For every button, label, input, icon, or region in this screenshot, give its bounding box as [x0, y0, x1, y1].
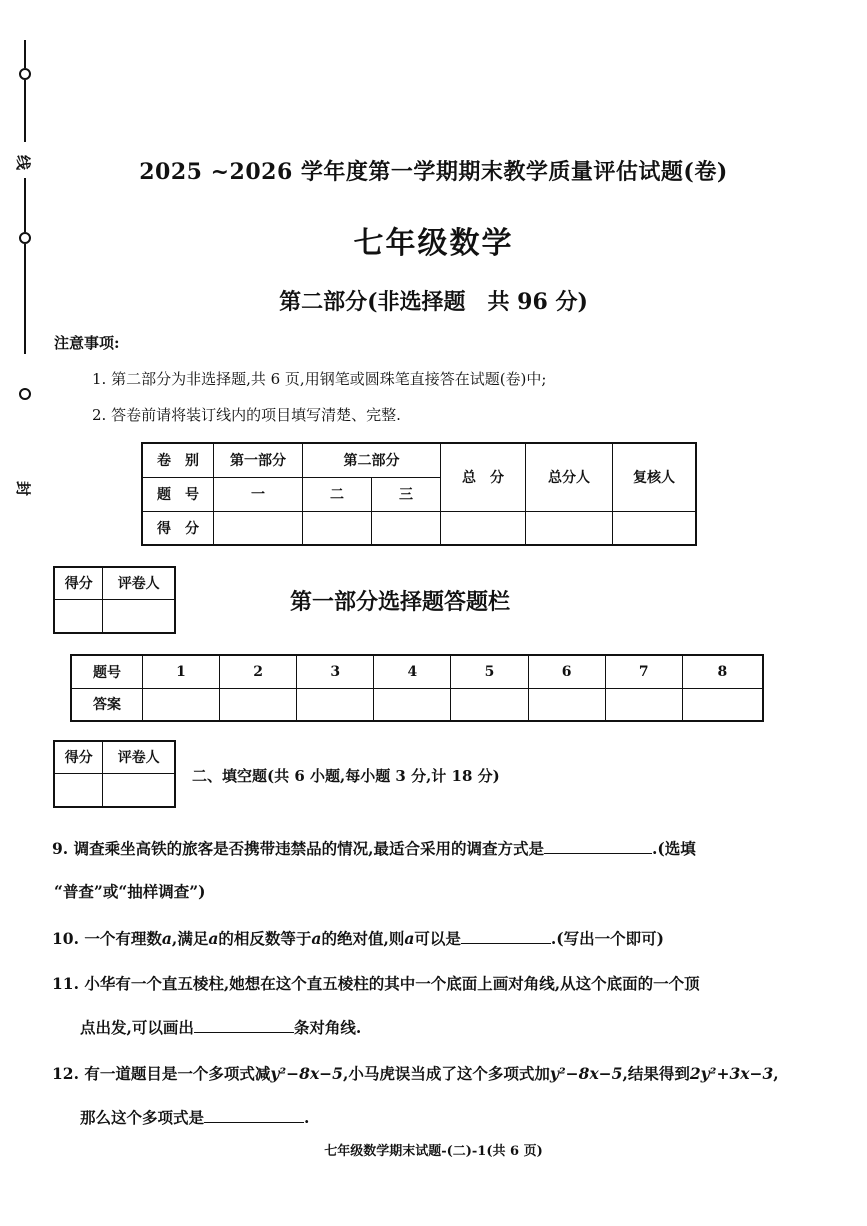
grader-box	[53, 566, 176, 634]
cell-q2: 二	[303, 477, 372, 511]
q12-text: 那么这个多项式是	[80, 1108, 205, 1127]
notes-heading: 注意事项:	[54, 334, 120, 352]
question-11-cont	[80, 1016, 361, 1038]
choice-answer-table	[70, 654, 764, 722]
grader-score-input[interactable]	[54, 599, 103, 633]
grader-name-input[interactable]	[103, 773, 175, 807]
question-11: 11. 小华有一个直五棱柱,她想在这个直五棱柱的其中一个底面上画对角线,从这个底面的一个顶	[52, 974, 700, 993]
q12-text: ,	[773, 1064, 779, 1083]
part-title: 第二部分(非选择题 共 96 分)	[279, 289, 588, 315]
note-item: 1. 第二部分为非选择题,共 6 页,用钢笔或圆珠笔直接答在试题(卷)中;	[92, 370, 547, 388]
q10-tail: .(写出一个即可)	[550, 929, 664, 948]
q12-text: ,小马虎误当成了这个多项式加	[342, 1064, 550, 1083]
choice-num: 8	[682, 655, 763, 688]
var-a: a	[404, 929, 415, 948]
q9-answer-blank[interactable]	[544, 839, 652, 854]
question-12	[52, 1062, 779, 1084]
margin-line	[24, 80, 26, 142]
fill-section-title: 二、填空题(共 6 小题,每小题 3 分,计 18 分)	[192, 767, 500, 785]
grader-score-input[interactable]	[54, 773, 103, 807]
choice-answer-cell[interactable]	[451, 688, 528, 721]
question-9	[52, 837, 696, 859]
expr: y²−8x−5	[549, 1064, 623, 1083]
choice-answer-cell[interactable]	[528, 688, 605, 721]
choice-answer-cell[interactable]	[605, 688, 682, 721]
score-input[interactable]	[214, 511, 303, 545]
q10-text: 的绝对值,则	[321, 929, 405, 948]
choice-num: 4	[374, 655, 451, 688]
q10-text: 的相反数等于	[218, 929, 312, 948]
question-10	[52, 927, 664, 949]
choice-num: 7	[605, 655, 682, 688]
choice-answer-cell[interactable]	[143, 688, 220, 721]
q12-answer-blank[interactable]	[204, 1108, 304, 1123]
choice-section-title: 第一部分选择题答题栏	[290, 589, 511, 615]
question-12-cont	[80, 1106, 309, 1128]
score-input[interactable]	[372, 511, 441, 545]
score-input[interactable]	[526, 511, 613, 545]
cell-total: 总 分	[441, 443, 526, 511]
main-title: 七年级数学	[353, 226, 514, 261]
margin-char-seal: 封	[14, 480, 33, 497]
var-a: a	[208, 929, 219, 948]
cell-reviewer: 复核人	[613, 443, 697, 511]
q11-tail: 条对角线.	[293, 1018, 362, 1037]
score-summary-table	[141, 442, 697, 546]
choice-num: 3	[297, 655, 374, 688]
q12-text: ,结果得到	[622, 1064, 690, 1083]
choice-num: 1	[143, 655, 220, 688]
question-9-cont: “普查”或“抽样调查”)	[54, 882, 206, 901]
grader-score-label: 得分	[54, 567, 103, 599]
q9-tail: .(选填	[651, 839, 696, 858]
choice-answer-cell[interactable]	[297, 688, 374, 721]
choice-answer-cell[interactable]	[682, 688, 763, 721]
expr: 2y²+3x−3	[689, 1064, 774, 1083]
note-item: 2. 答卷前请将装订线内的项目填写清楚、完整.	[92, 406, 401, 424]
choice-num: 6	[528, 655, 605, 688]
score-input[interactable]	[441, 511, 526, 545]
q10-text: 10. 一个有理数	[52, 929, 162, 948]
grader-score-label: 得分	[54, 741, 103, 773]
q12-text: 12. 有一道题目是一个多项式减	[52, 1064, 271, 1083]
margin-char-line: 线	[14, 154, 33, 171]
grader-name-label: 评卷人	[103, 741, 175, 773]
var-a: a	[161, 929, 172, 948]
cell-part1: 第一部分	[214, 443, 303, 477]
score-input[interactable]	[613, 511, 697, 545]
cell-label: 得 分	[142, 511, 214, 545]
cell-total-person: 总分人	[526, 443, 613, 511]
q11-text: 点出发,可以画出	[80, 1018, 194, 1037]
q10-answer-blank[interactable]	[461, 929, 551, 944]
grader-name-label: 评卷人	[103, 567, 175, 599]
cell-q3: 三	[372, 477, 441, 511]
choice-answer-cell[interactable]	[220, 688, 297, 721]
var-a: a	[311, 929, 322, 948]
header-title: 2025 ~2026 学年度第一学期期末教学质量评估试题(卷)	[139, 159, 728, 185]
grader-box	[53, 740, 176, 808]
margin-hole	[19, 68, 31, 80]
cell-label: 卷 别	[142, 443, 214, 477]
margin-line	[24, 40, 26, 68]
grader-name-input[interactable]	[103, 599, 175, 633]
q12-tail: .	[304, 1108, 310, 1127]
cell-label: 题 号	[142, 477, 214, 511]
margin-hole	[19, 388, 31, 400]
choice-num: 5	[451, 655, 528, 688]
q11-answer-blank[interactable]	[194, 1018, 294, 1033]
q10-text: 可以是	[414, 929, 461, 948]
cell-q1: 一	[214, 477, 303, 511]
choice-num-label: 题号	[71, 655, 143, 688]
choice-ans-label: 答案	[71, 688, 143, 721]
score-input[interactable]	[303, 511, 372, 545]
page-footer: 七年级数学期末试题-(二)-1(共 6 页)	[324, 1144, 543, 1159]
q10-text: ,满足	[171, 929, 209, 948]
choice-answer-cell[interactable]	[374, 688, 451, 721]
expr: y²−8x−5	[270, 1064, 343, 1083]
choice-num: 2	[220, 655, 297, 688]
cell-part2: 第二部分	[303, 443, 441, 477]
q9-text: 9. 调查乘坐高铁的旅客是否携带违禁品的情况,最适合采用的调查方式是	[52, 839, 544, 858]
